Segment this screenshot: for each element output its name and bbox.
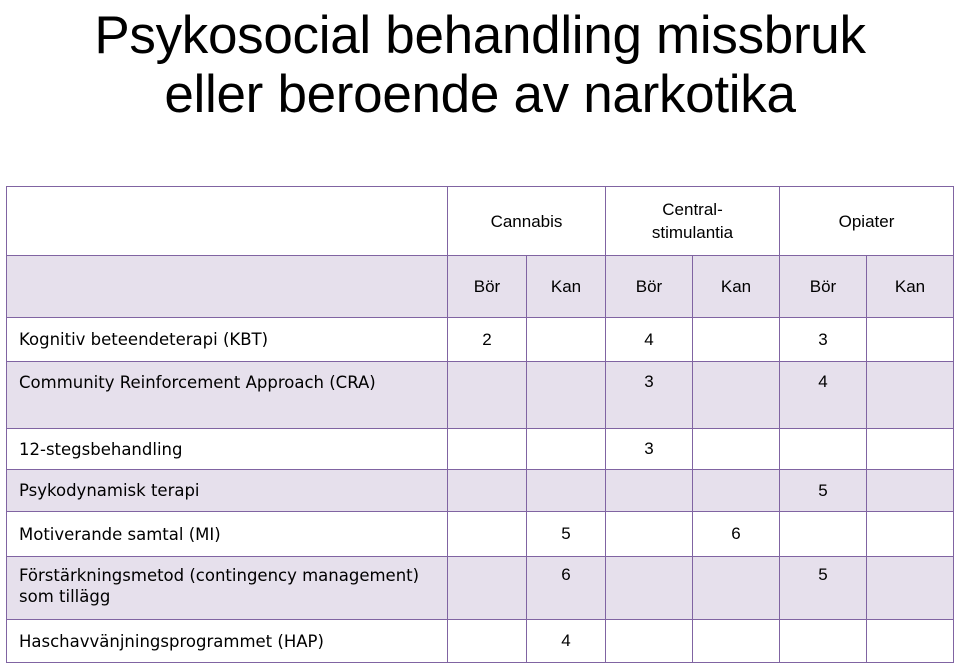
value-cell (527, 429, 606, 470)
value-cell (448, 429, 527, 470)
subheader-cell: Bör (448, 256, 527, 318)
value-cell (606, 470, 693, 512)
value-cell (867, 512, 954, 557)
value-cell: 4 (780, 362, 867, 429)
value-cell: 4 (527, 620, 606, 663)
value-cell (448, 557, 527, 620)
treatment-table (6, 186, 954, 663)
value-cell (780, 429, 867, 470)
value-cell: 2 (448, 318, 527, 362)
group-header-centralstimulantia: Central- stimulantia (606, 187, 780, 256)
value-cell (606, 512, 693, 557)
table-row (7, 557, 954, 620)
value-cell (448, 512, 527, 557)
value-cell (867, 362, 954, 429)
value-cell (867, 429, 954, 470)
table-row (7, 429, 954, 470)
value-cell (867, 318, 954, 362)
value-cell (867, 620, 954, 663)
row-label: Förstärkningsmetod (contingency management) som tillägg (7, 557, 448, 620)
value-cell: 4 (606, 318, 693, 362)
value-cell: 3 (780, 318, 867, 362)
value-cell (693, 470, 780, 512)
group-header-cannabis: Cannabis (448, 187, 606, 256)
value-cell (693, 362, 780, 429)
value-cell: 6 (693, 512, 780, 557)
title-line-1: Psykosocial behandling missbruk (94, 6, 866, 65)
row-label: Motiverande samtal (MI) (7, 512, 448, 557)
value-cell (780, 620, 867, 663)
table-row (7, 362, 954, 429)
row-label: Haschavvänjningsprogrammet (HAP) (7, 620, 448, 663)
value-cell (693, 318, 780, 362)
value-cell: 5 (780, 557, 867, 620)
table-row (7, 470, 954, 512)
value-cell: 6 (527, 557, 606, 620)
subheader-cell: Kan (693, 256, 780, 318)
title-line-2: eller beroende av narkotika (164, 65, 796, 124)
subheader-blank (7, 256, 448, 318)
row-label: Kognitiv beteendeterapi (KBT) (7, 318, 448, 362)
table-row (7, 512, 954, 557)
value-cell (693, 620, 780, 663)
value-cell (527, 318, 606, 362)
value-cell (693, 429, 780, 470)
value-cell (867, 470, 954, 512)
value-cell (448, 362, 527, 429)
value-cell (606, 620, 693, 663)
group-header-opiater: Opiater (780, 187, 954, 256)
subheader-cell: Kan (527, 256, 606, 318)
row-label: Community Reinforcement Approach (CRA) (7, 362, 448, 429)
value-cell (527, 362, 606, 429)
slide-title (0, 6, 960, 124)
subheader-cell: Kan (867, 256, 954, 318)
value-cell (527, 470, 606, 512)
value-cell: 5 (780, 470, 867, 512)
value-cell (780, 512, 867, 557)
value-cell: 3 (606, 429, 693, 470)
value-cell: 3 (606, 362, 693, 429)
value-cell: 5 (527, 512, 606, 557)
value-cell (448, 470, 527, 512)
table-row (7, 318, 954, 362)
value-cell (867, 557, 954, 620)
corner-cell (7, 187, 448, 256)
row-label: Psykodynamisk terapi (7, 470, 448, 512)
subheader-cell: Bör (780, 256, 867, 318)
table-row (7, 620, 954, 663)
group-header-row (7, 187, 954, 256)
row-label: 12-stegsbehandling (7, 429, 448, 470)
value-cell (606, 557, 693, 620)
value-cell (448, 620, 527, 663)
subheader-cell: Bör (606, 256, 693, 318)
subheader-row (7, 256, 954, 318)
value-cell (693, 557, 780, 620)
